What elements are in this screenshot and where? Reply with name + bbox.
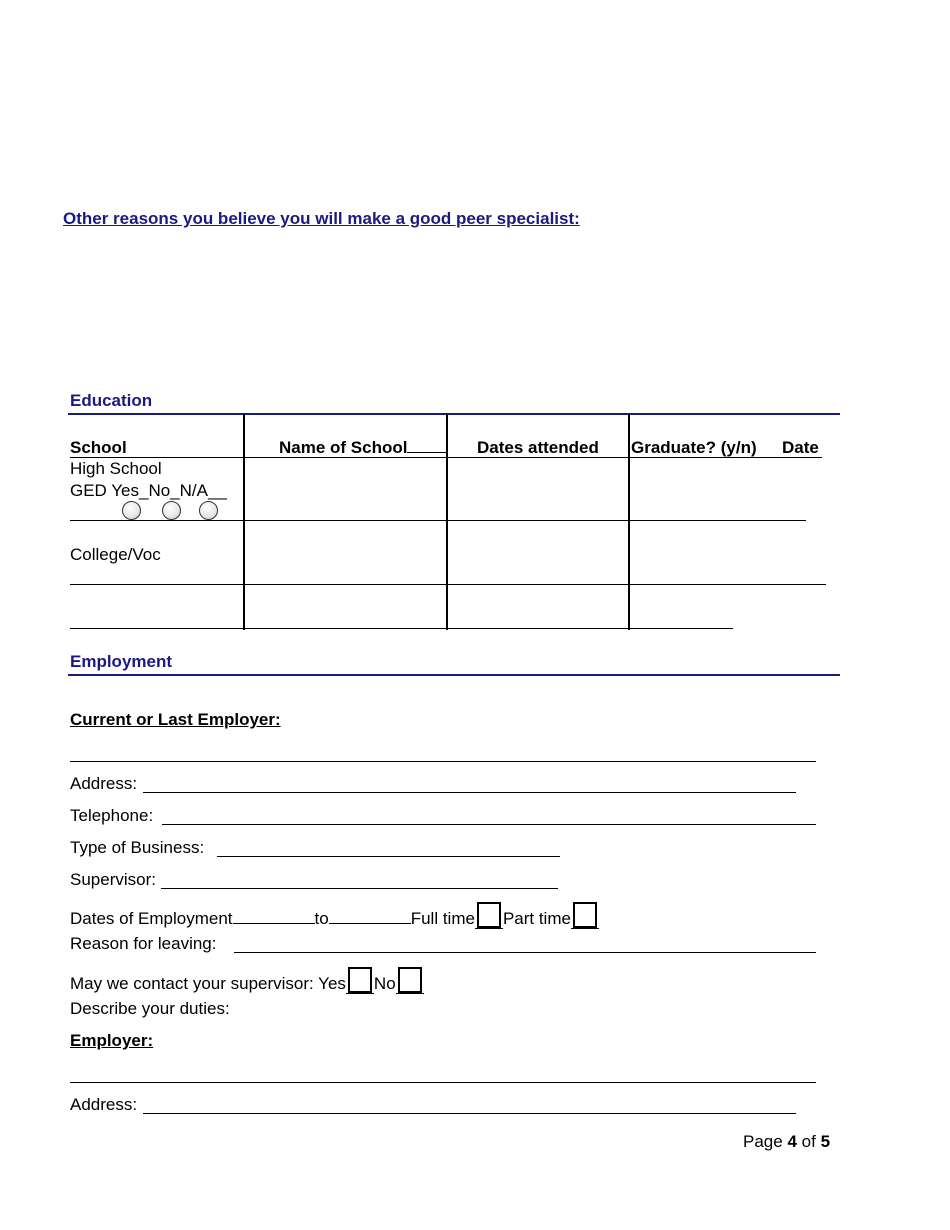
- employer-field[interactable]: [70, 1082, 816, 1083]
- row2-underline: [70, 584, 826, 585]
- business-row: [70, 838, 204, 858]
- address-field[interactable]: [143, 792, 796, 793]
- duties-label: Describe your duties:: [70, 999, 230, 1018]
- page-of: of: [801, 1132, 816, 1151]
- telephone-label: Telephone:: [70, 806, 154, 825]
- employment-rule: [68, 674, 840, 676]
- header-school: School: [70, 438, 127, 457]
- ged-yes-radio[interactable]: [122, 501, 141, 520]
- part-time-checkbox[interactable]: [573, 902, 597, 928]
- header-name-of-school: [279, 438, 447, 458]
- page-prefix: Page: [743, 1132, 783, 1151]
- header-name-label: Name of School: [279, 438, 408, 457]
- current-employer-field[interactable]: [70, 761, 816, 762]
- header-underline: [70, 457, 822, 458]
- dates-row: [70, 902, 599, 929]
- page-total: 5: [820, 1132, 831, 1151]
- header-date: Date: [782, 438, 819, 457]
- table-col-divider-1: [243, 414, 245, 630]
- employer-label: Employer:: [70, 1031, 154, 1050]
- employment-title: Employment: [70, 652, 173, 671]
- full-time-checkbox[interactable]: [477, 902, 501, 928]
- dates-label: Dates of Employment: [70, 909, 233, 928]
- education-title: Education: [70, 391, 153, 410]
- header-graduate: Graduate? (y/n): [631, 438, 757, 457]
- date-to-field[interactable]: [329, 922, 411, 924]
- business-label: Type of Business:: [70, 838, 205, 857]
- other-reasons-heading: Other reasons you believe you will make a good peer specialist:: [63, 209, 580, 228]
- supervisor-label: Supervisor:: [70, 870, 156, 889]
- ged-na-radio[interactable]: [199, 501, 218, 520]
- row-high-school: High School: [70, 459, 162, 478]
- row1-underline: [70, 520, 806, 521]
- full-time-label: Full time: [410, 909, 475, 928]
- contact-row: [70, 967, 424, 994]
- current-employer-label: Current or Last Employer:: [70, 710, 281, 729]
- address-row: [70, 774, 137, 794]
- education-rule: [68, 413, 840, 415]
- row-college-voc: College/Voc: [70, 545, 161, 564]
- contact-no-checkbox[interactable]: [398, 967, 422, 993]
- reason-row: [70, 934, 216, 954]
- to-label: to: [314, 909, 329, 928]
- date-from-field[interactable]: [233, 922, 315, 924]
- business-field[interactable]: [217, 856, 560, 857]
- table-col-divider-3: [628, 414, 630, 630]
- no-label: No: [373, 974, 396, 993]
- supervisor-field[interactable]: [161, 888, 558, 889]
- part-time-label: Part time: [502, 909, 571, 928]
- telephone-row: [70, 806, 153, 826]
- supervisor-row: [70, 870, 156, 890]
- row-ged: GED Yes_No_N/A__: [70, 481, 227, 500]
- address-label: Address:: [70, 774, 138, 793]
- header-dates-attended: Dates attended: [477, 438, 599, 457]
- telephone-field[interactable]: [162, 824, 816, 825]
- contact-yes-checkbox[interactable]: [348, 967, 372, 993]
- address2-row: [70, 1095, 137, 1115]
- reason-label: Reason for leaving:: [70, 934, 217, 953]
- row3-underline: [70, 628, 733, 629]
- address2-label: Address:: [70, 1095, 138, 1114]
- ged-no-radio[interactable]: [162, 501, 181, 520]
- page-current: 4: [787, 1132, 797, 1151]
- page-number: [743, 1132, 830, 1152]
- contact-label: May we contact your supervisor: Yes: [70, 974, 346, 993]
- address2-field[interactable]: [143, 1113, 796, 1114]
- reason-field[interactable]: [234, 952, 816, 953]
